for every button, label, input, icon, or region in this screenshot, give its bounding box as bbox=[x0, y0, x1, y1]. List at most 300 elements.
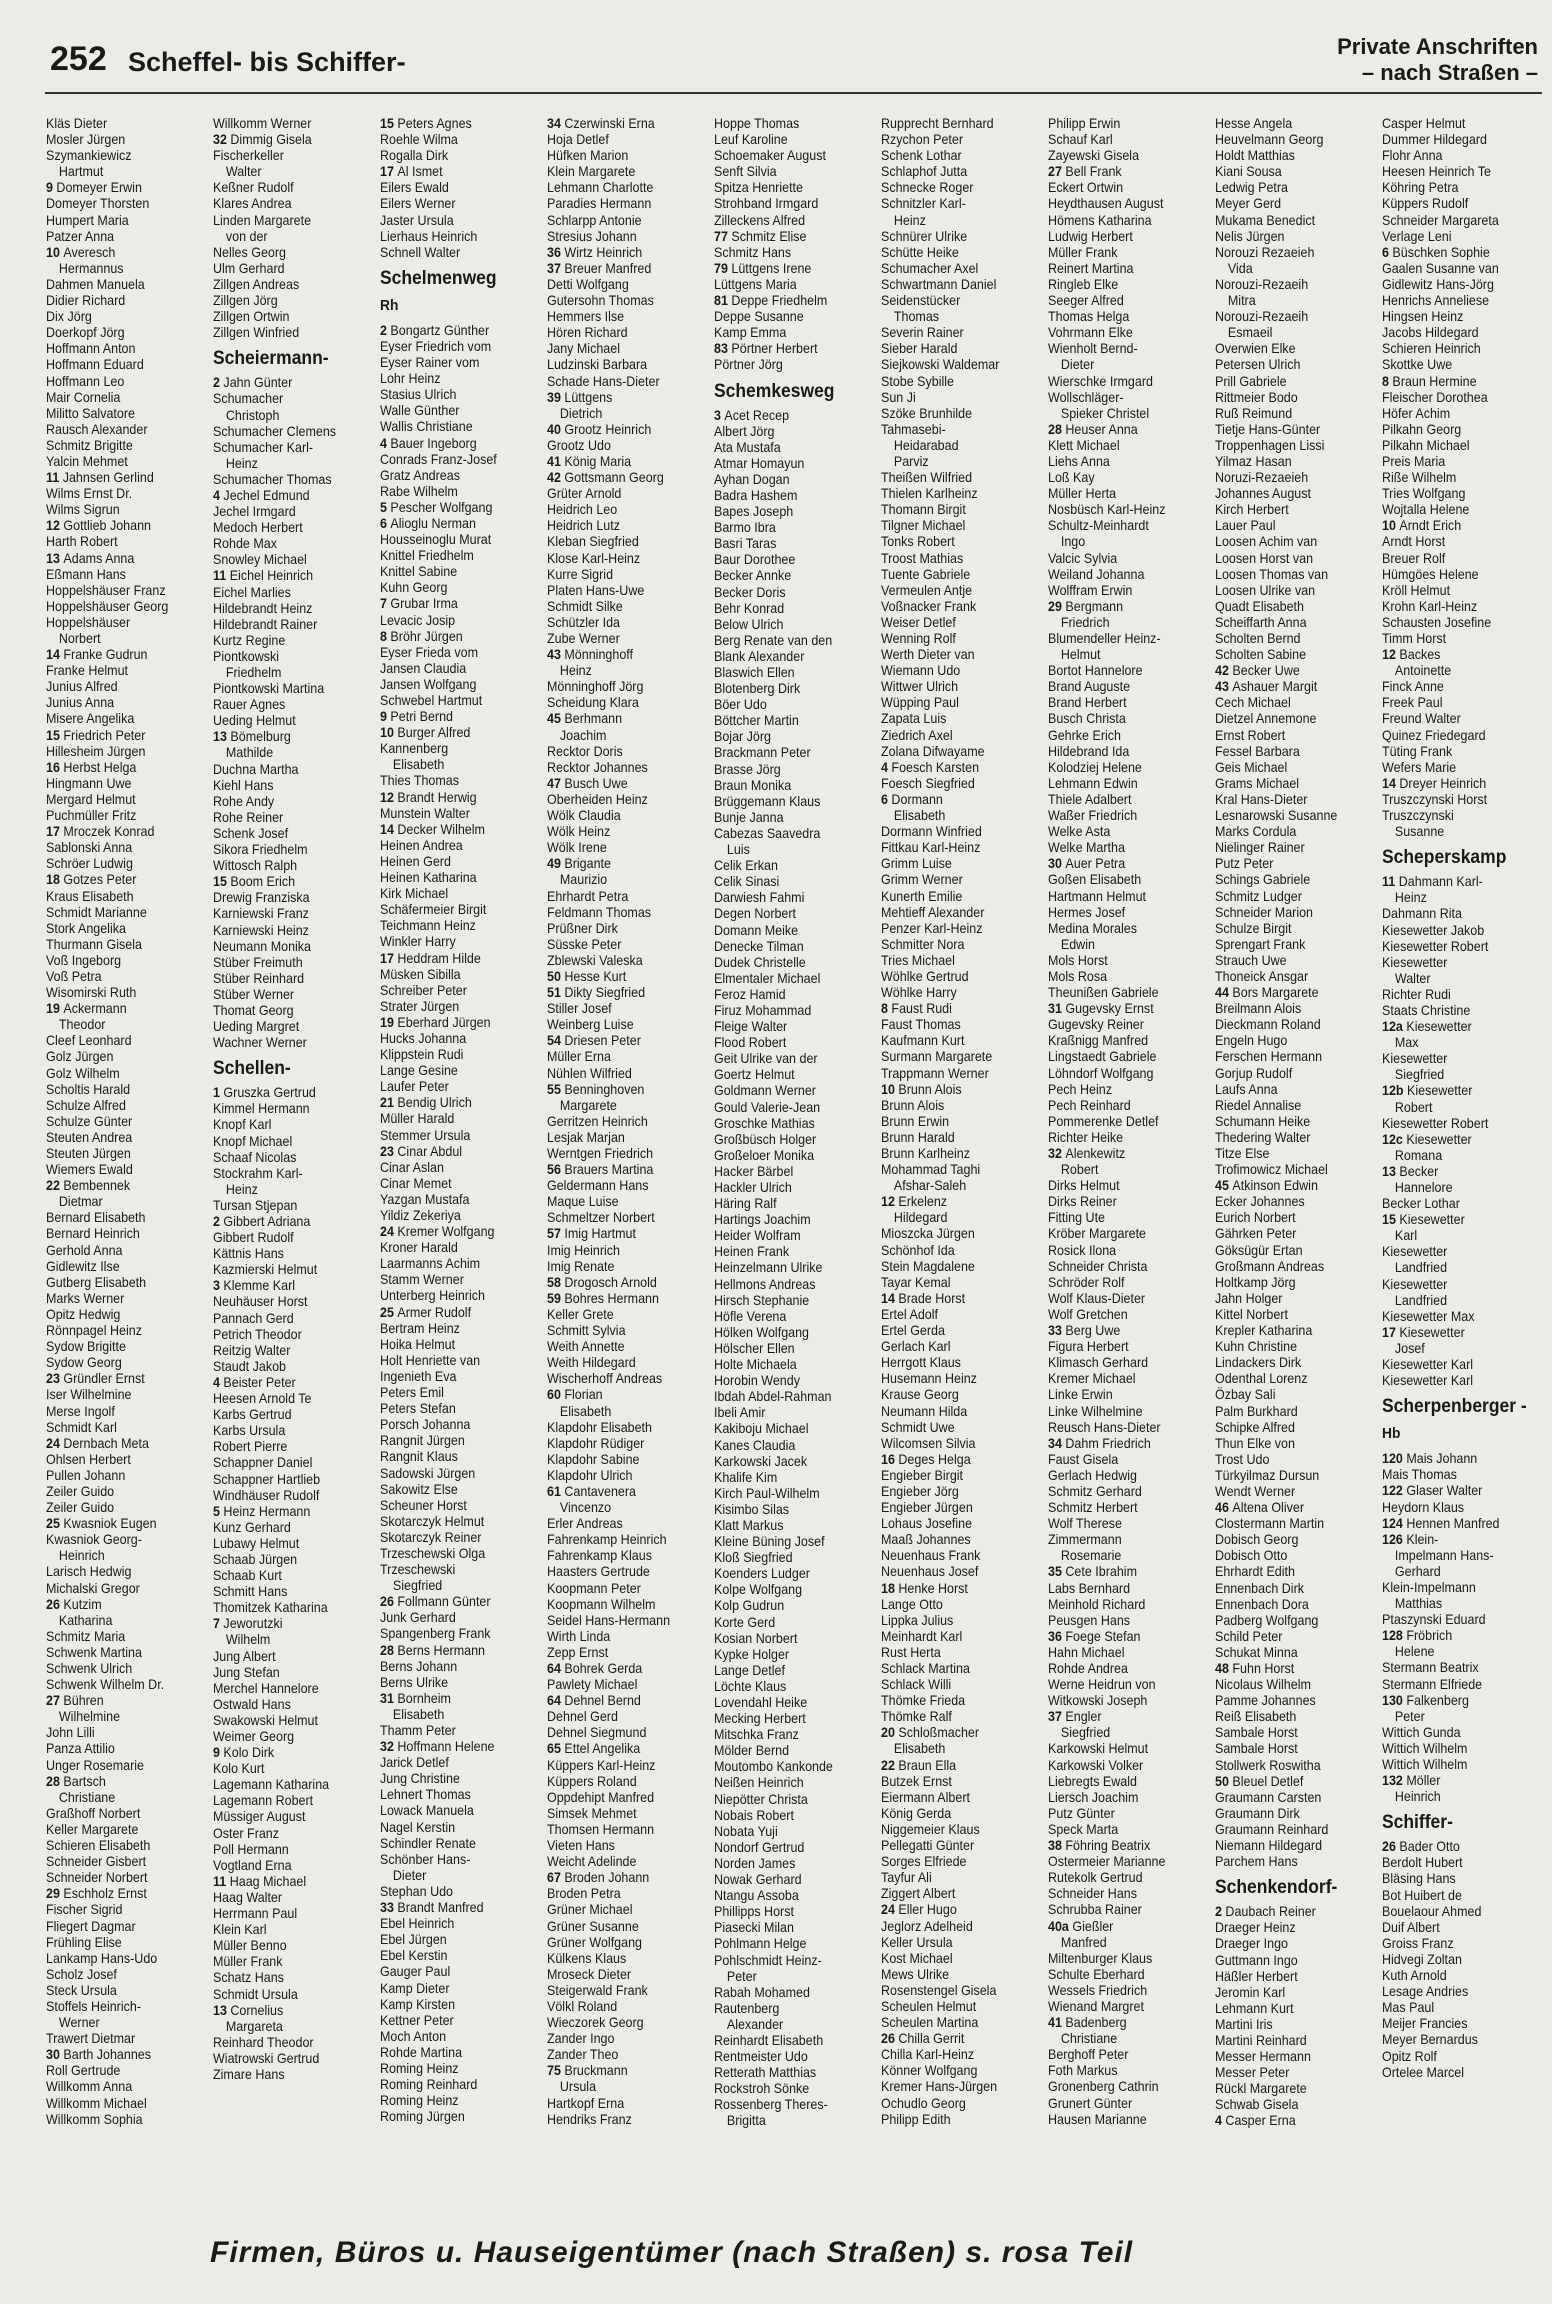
house-number: 17 bbox=[380, 950, 398, 966]
directory-entry: Thun Elke von bbox=[1215, 1435, 1295, 1451]
directory-entry: Zillgen Andreas bbox=[213, 276, 300, 292]
directory-entry: Riße Wilhelm bbox=[1382, 470, 1457, 486]
directory-entry: Cinar Aslan bbox=[380, 1159, 444, 1175]
directory-entry: Hören Richard bbox=[547, 325, 628, 341]
directory-entry: Scheulen Helmut bbox=[881, 1998, 977, 2014]
directory-entry: Gutersohn Thomas bbox=[547, 293, 654, 309]
directory-entry: Heydorn Klaus bbox=[1382, 1499, 1465, 1515]
directory-entry: Nondorf Gertrud bbox=[714, 1839, 805, 1855]
entry-continuation: Luis bbox=[726, 842, 750, 858]
directory-entry: Jahn Holger bbox=[1215, 1290, 1283, 1306]
directory-entry: Stermann Elfriede bbox=[1382, 1676, 1483, 1692]
directory-entry: 19 Eberhard Jürgen bbox=[380, 1014, 491, 1030]
directory-entry: Linden Margarete bbox=[213, 212, 312, 228]
directory-entry: Eyser Rainer vom bbox=[380, 355, 480, 371]
house-number: 15 bbox=[46, 727, 64, 743]
directory-entry: Mas Paul bbox=[1382, 2000, 1435, 2016]
directory-entry: Zeiler Guido bbox=[46, 1500, 115, 1516]
directory-entry: Freek Paul bbox=[1382, 695, 1443, 711]
directory-entry: Koopmann Peter bbox=[547, 1580, 641, 1596]
directory-entry: Kuth Arnold bbox=[1382, 1968, 1447, 1984]
directory-entry: 37 Breuer Manfred bbox=[547, 260, 652, 276]
directory-entry: Haasters Gertrude bbox=[547, 1564, 650, 1580]
directory-entry: Rautenberg bbox=[714, 2000, 780, 2016]
directory-entry: Munstein Walter bbox=[380, 805, 470, 821]
directory-entry: 13 Bömelburg bbox=[213, 729, 291, 745]
directory-entry: Strohband Irmgard bbox=[714, 196, 819, 212]
directory-entry: Spangenberg Frank bbox=[380, 1626, 491, 1642]
entry-continuation: Siegfried bbox=[1060, 1725, 1111, 1741]
house-number: 12 bbox=[1382, 647, 1400, 663]
directory-entry: Pellegatti Günter bbox=[881, 1838, 975, 1854]
directory-entry: 132 Möller bbox=[1382, 1773, 1441, 1789]
directory-entry: Atmar Homayun bbox=[714, 455, 805, 471]
house-number: 10 bbox=[881, 1081, 899, 1097]
directory-entry: Mönninghoff Jörg bbox=[547, 679, 644, 695]
directory-entry: Overwien Elke bbox=[1215, 341, 1296, 357]
directory-entry: Willkomm Anna bbox=[46, 2079, 133, 2095]
house-number: 25 bbox=[380, 1304, 398, 1320]
directory-entry: Becker Lothar bbox=[1382, 1196, 1460, 1212]
house-number: 30 bbox=[1048, 856, 1066, 872]
directory-entry: Fischerkeller bbox=[213, 148, 284, 164]
street-heading: Schellen- bbox=[213, 1058, 291, 1080]
directory-entry: Philipp Erwin bbox=[1048, 116, 1121, 131]
directory-entry: Maaß Johannes bbox=[881, 1532, 971, 1548]
directory-entry: 81 Deppe Friedhelm bbox=[714, 293, 828, 309]
directory-entry: Miltenburger Klaus bbox=[1048, 1950, 1153, 1966]
directory-entry: Brasse Jörg bbox=[714, 761, 781, 777]
directory-entry: Surmann Margarete bbox=[881, 1049, 993, 1065]
directory-entry: Wiemann Udo bbox=[881, 663, 961, 679]
house-number: 31 bbox=[380, 1690, 398, 1706]
directory-column bbox=[1382, 116, 1527, 2081]
directory-entry: Schulze Birgit bbox=[1215, 920, 1292, 936]
directory-entry: Rauer Agnes bbox=[213, 697, 286, 713]
house-number: 26 bbox=[881, 2031, 899, 2047]
directory-entry: Schlack Willi bbox=[881, 1677, 952, 1693]
directory-entry: Berghoff Peter bbox=[1048, 2047, 1129, 2063]
directory-entry: Feldmann Thomas bbox=[547, 904, 652, 920]
directory-entry: Sablonski Anna bbox=[46, 840, 133, 856]
house-number: 1 bbox=[213, 1085, 224, 1101]
directory-entry: König Gerda bbox=[881, 1805, 952, 1821]
directory-entry: 4 Beister Peter bbox=[213, 1374, 296, 1390]
directory-entry: Hoppelshäuser Georg bbox=[46, 598, 169, 614]
directory-entry: Misere Angelika bbox=[46, 711, 135, 727]
directory-entry: Wisomirski Ruth bbox=[46, 985, 137, 1001]
directory-entry: 3 Klemme Karl bbox=[213, 1278, 296, 1294]
directory-entry: Tahmasebi- bbox=[881, 421, 946, 437]
directory-entry: Cleef Leonhard bbox=[46, 1033, 132, 1049]
directory-entry: Pawlety Michael bbox=[547, 1677, 638, 1693]
house-number: 25 bbox=[46, 1516, 64, 1532]
directory-entry: 12 Gottlieb Johann bbox=[46, 518, 152, 534]
directory-entry: Schappner Hartlieb bbox=[213, 1471, 321, 1487]
house-number: 2 bbox=[213, 375, 224, 391]
directory-entry: Trzeschewski bbox=[380, 1562, 456, 1578]
directory-entry: Schneider Marion bbox=[1215, 904, 1314, 920]
directory-entry: Lierhaus Heinrich bbox=[380, 228, 478, 244]
entry-continuation: Dieter bbox=[392, 1867, 427, 1883]
directory-entry: Rutekolk Gertrud bbox=[1048, 1870, 1143, 1886]
house-number: 5 bbox=[380, 499, 391, 515]
directory-entry: Ata Mustafa bbox=[714, 439, 781, 455]
directory-entry: Schützler Ida bbox=[547, 614, 620, 630]
directory-entry: Kunerth Emilie bbox=[881, 888, 963, 904]
house-number: 4 bbox=[380, 435, 391, 451]
directory-entry: Stollwerk Roswitha bbox=[1215, 1757, 1321, 1773]
directory-entry: Groschke Mathias bbox=[714, 1115, 815, 1131]
directory-entry: Bojar Jörg bbox=[714, 729, 772, 745]
directory-entry: Schneider Christa bbox=[1048, 1258, 1148, 1274]
directory-entry: Geis Michael bbox=[1215, 759, 1288, 775]
directory-entry: Loosen Thomas van bbox=[1215, 566, 1329, 582]
directory-entry: Wolf Gretchen bbox=[1048, 1306, 1128, 1322]
directory-entry: Kanes Claudia bbox=[714, 1437, 796, 1453]
directory-entry: Ennenbach Dora bbox=[1215, 1596, 1309, 1612]
directory-entry: Schwenk Ulrich bbox=[46, 1661, 133, 1676]
directory-entry: Johannes August bbox=[1215, 486, 1311, 502]
directory-entry: Reusch Hans-Dieter bbox=[1048, 1419, 1161, 1435]
directory-column bbox=[714, 116, 859, 2130]
directory-entry: Oberheiden Heinz bbox=[547, 791, 648, 807]
directory-entry: Koopmann Wilhelm bbox=[547, 1596, 656, 1612]
directory-entry: Stein Magdalene bbox=[881, 1258, 975, 1274]
directory-entry: Dehnel Siegmund bbox=[547, 1725, 647, 1741]
directory-entry: Stiller Josef bbox=[547, 1001, 612, 1017]
directory-entry: Thomas Helga bbox=[1048, 309, 1130, 325]
directory-entry: Schatz Hans bbox=[213, 1970, 284, 1986]
directory-entry: Thiele Adalbert bbox=[1048, 791, 1132, 807]
directory-entry: Truszczynski Horst bbox=[1382, 791, 1488, 807]
directory-entry: Rohe Andy bbox=[213, 793, 275, 809]
directory-entry: Göksügür Ertan bbox=[1215, 1242, 1303, 1258]
directory-entry: Weiland Johanna bbox=[1048, 566, 1145, 582]
directory-entry: Neumann Hilda bbox=[881, 1403, 968, 1419]
directory-entry: 15 Boom Erich bbox=[213, 874, 296, 890]
directory-entry: 41 Badenberg bbox=[1048, 2015, 1127, 2031]
directory-entry: 2 Bongartz Günther bbox=[380, 322, 490, 338]
directory-entry: Wierschke Irmgard bbox=[1048, 373, 1153, 389]
house-number: 29 bbox=[46, 1886, 64, 1902]
directory-entry: Hüfken Marion bbox=[547, 148, 629, 164]
directory-entry: Schmitz Herbert bbox=[1048, 1500, 1138, 1516]
directory-entry: Odenthal Lorenz bbox=[1215, 1371, 1308, 1387]
directory-entry: Kraus Elisabeth bbox=[46, 888, 134, 904]
directory-entry: Heinen Gerd bbox=[380, 853, 451, 869]
directory-entry: Wallis Christiane bbox=[380, 419, 473, 435]
directory-entry: Stermann Beatrix bbox=[1382, 1660, 1479, 1676]
directory-entry: Schulze Günter bbox=[46, 1113, 133, 1129]
directory-entry: Rupprecht Bernhard bbox=[881, 116, 994, 131]
directory-entry: Nosbüsch Karl-Heinz bbox=[1048, 502, 1166, 518]
directory-entry: Thömke Ralf bbox=[881, 1709, 952, 1725]
directory-entry: 43 Ashauer Margit bbox=[1215, 679, 1318, 695]
directory-entry: Ludwig Herbert bbox=[1048, 228, 1133, 244]
directory-entry: Schausten Josefine bbox=[1382, 614, 1492, 630]
directory-entry: 31 Bornheim bbox=[380, 1690, 451, 1706]
directory-entry: Darwiesh Fahmi bbox=[714, 890, 805, 906]
directory-entry: Wölk Heinz bbox=[547, 824, 611, 840]
directory-entry: Stoffels Heinrich- bbox=[46, 1998, 142, 2014]
directory-entry: Wolf Klaus-Dieter bbox=[1048, 1290, 1146, 1306]
directory-entry: Gaalen Susanne van bbox=[1382, 260, 1499, 276]
directory-entry: 64 Bohrek Gerda bbox=[547, 1661, 643, 1676]
directory-entry: 4 Foesch Karsten bbox=[881, 759, 980, 775]
directory-entry: Rittmeier Bodo bbox=[1215, 389, 1298, 405]
directory-entry: Yazgan Mustafa bbox=[380, 1191, 470, 1207]
directory-entry: Dirks Reiner bbox=[1048, 1194, 1117, 1210]
directory-entry: Lehnert Thomas bbox=[380, 1787, 471, 1803]
house-number: 23 bbox=[380, 1143, 398, 1159]
directory-entry: Graßhoff Norbert bbox=[46, 1805, 141, 1821]
directory-entry: Kremer Hans-Jürgen bbox=[881, 2079, 998, 2095]
directory-entry: 24 Dernbach Meta bbox=[46, 1435, 149, 1451]
directory-entry: Liersch Joachim bbox=[1048, 1789, 1139, 1805]
directory-entry: Herrmann Paul bbox=[213, 1906, 298, 1922]
directory-entry: Kosian Norbert bbox=[714, 1630, 798, 1646]
house-number: 11 bbox=[213, 1873, 230, 1889]
directory-entry: Piasecki Milan bbox=[714, 1920, 794, 1936]
entry-continuation: Christiane bbox=[1060, 2031, 1118, 2047]
directory-entry: 58 Drogosch Arnold bbox=[547, 1274, 657, 1290]
directory-entry: Schmitt Hans bbox=[213, 1584, 288, 1600]
directory-entry: 9 Kolo Dirk bbox=[213, 1745, 275, 1761]
directory-entry: Ebel Heinrich bbox=[380, 1916, 455, 1932]
directory-entry: Badra Hashem bbox=[714, 487, 798, 503]
directory-entry: 12 Backes bbox=[1382, 647, 1441, 663]
house-number: 9 bbox=[380, 709, 391, 725]
directory-entry: Ecker Johannes bbox=[1215, 1194, 1305, 1210]
directory-entry: Jacobs Hildegard bbox=[1382, 325, 1479, 341]
directory-entry: Mais Thomas bbox=[1382, 1467, 1457, 1483]
house-number: 30 bbox=[46, 2047, 64, 2063]
directory-entry: Ohlsen Herbert bbox=[46, 1451, 131, 1467]
directory-entry: Strater Jürgen bbox=[380, 998, 460, 1014]
directory-entry: Becker Annke bbox=[714, 568, 792, 584]
directory-entry: 5 Pescher Wolfgang bbox=[380, 499, 493, 515]
directory-entry: Braun Monika bbox=[714, 777, 792, 793]
directory-entry: Zolana Difwayame bbox=[881, 743, 985, 759]
house-number: 12 bbox=[46, 518, 64, 534]
directory-entry: Firuz Mohammad bbox=[714, 1002, 812, 1018]
house-number: 46 bbox=[1215, 1500, 1233, 1516]
directory-entry: 41 König Maria bbox=[547, 453, 632, 469]
entry-continuation: Impelmann Hans- bbox=[1394, 1547, 1494, 1563]
directory-entry: Groiss Franz bbox=[1382, 1935, 1454, 1951]
directory-entry: Kaufmann Kurt bbox=[881, 1033, 965, 1049]
directory-entry: Zimmermann bbox=[1048, 1532, 1122, 1548]
directory-entry: Grimm Luise bbox=[881, 856, 952, 872]
directory-entry: Chilla Karl-Heinz bbox=[881, 2047, 975, 2063]
directory-column bbox=[547, 116, 692, 2128]
house-number: 43 bbox=[1215, 679, 1233, 695]
directory-entry: 30 Auer Petra bbox=[1048, 856, 1126, 872]
directory-entry: Kurre Sigrid bbox=[547, 566, 614, 582]
directory-entry: Seidel Hans-Hermann bbox=[547, 1612, 671, 1628]
directory-entry: Truszczynski bbox=[1382, 808, 1454, 824]
directory-entry: Casper Helmut bbox=[1382, 116, 1466, 131]
directory-entry: Grüner Michael bbox=[547, 1902, 633, 1918]
directory-entry: Tries Wolfgang bbox=[1382, 486, 1466, 502]
directory-entry: Opitz Rolf bbox=[1382, 2048, 1437, 2064]
directory-entry: Schultz-Meinhardt bbox=[1048, 518, 1149, 534]
directory-entry: Müsken Sibilla bbox=[380, 966, 461, 982]
directory-entry: 77 Schmitz Elise bbox=[714, 228, 807, 244]
footer-note: Firmen, Büros u. Hauseigentümer (nach Straßen) s. rosa Teil bbox=[210, 2236, 1134, 2269]
directory-entry: Schmitz Hans bbox=[714, 244, 792, 260]
directory-entry: Dobisch Georg bbox=[1215, 1532, 1299, 1548]
directory-entry: Lehmann Kurt bbox=[1215, 2000, 1294, 2016]
house-number: 15 bbox=[380, 116, 398, 131]
directory-entry: 43 Mönninghoff bbox=[547, 647, 634, 663]
directory-entry: Schmidt Marianne bbox=[46, 904, 147, 920]
directory-entry: Süsske Peter bbox=[547, 936, 622, 952]
directory-entry: Engeln Hugo bbox=[1215, 1033, 1288, 1049]
directory-entry: Geit Ulrike van der bbox=[714, 1051, 818, 1067]
directory-entry: Klares Andrea bbox=[213, 196, 292, 212]
directory-entry: Gorjup Rudolf bbox=[1215, 1065, 1293, 1081]
entry-continuation: Spieker Christel bbox=[1060, 405, 1150, 421]
directory-entry: Schindler Renate bbox=[380, 1835, 476, 1851]
house-number: 126 bbox=[1382, 1531, 1407, 1547]
directory-entry: Willkomm Werner bbox=[213, 116, 312, 131]
directory-entry: Holte Michaela bbox=[714, 1357, 797, 1373]
street-heading: Schelmenweg bbox=[380, 267, 497, 289]
directory-entry: Schneider Gisbert bbox=[46, 1854, 147, 1870]
directory-entry: Grimm Werner bbox=[881, 872, 963, 888]
directory-entry: Pörtner Jörg bbox=[714, 357, 783, 373]
page-number: 252 bbox=[50, 40, 107, 78]
directory-entry: Könner Wolfgang bbox=[881, 2063, 978, 2079]
directory-entry: Schmitt Sylvia bbox=[547, 1323, 626, 1339]
directory-entry: Schipke Alfred bbox=[1215, 1419, 1295, 1435]
directory-entry: Stüber Freimuth bbox=[213, 954, 303, 970]
directory-entry: Moutombo Kankonde bbox=[714, 1759, 833, 1775]
entry-continuation: Maurizio bbox=[559, 872, 608, 888]
entry-continuation: Christoph bbox=[225, 407, 280, 423]
directory-entry: Heydthausen August bbox=[1048, 196, 1164, 212]
directory-entry: Weith Annette bbox=[547, 1339, 625, 1355]
directory-entry: Rohde Martina bbox=[380, 2044, 463, 2060]
directory-entry: Neuenhaus Frank bbox=[881, 1548, 981, 1564]
directory-entry: Großeloer Monika bbox=[714, 1147, 815, 1163]
directory-entry: Walle Günther bbox=[380, 403, 460, 419]
directory-entry: Scheulen Martina bbox=[881, 2015, 979, 2031]
directory-entry: 15 Peters Agnes bbox=[380, 116, 472, 131]
directory-entry: 6 Dormann bbox=[881, 791, 943, 807]
directory-entry: 15 Kiesewetter bbox=[1382, 1212, 1465, 1228]
directory-entry: Wienand Margret bbox=[1048, 1998, 1144, 2014]
directory-entry: Schneider Norbert bbox=[46, 1870, 148, 1886]
directory-entry: Rohe Reiner bbox=[213, 809, 284, 825]
directory-entry: Prüßner Dirk bbox=[547, 920, 618, 936]
directory-entry: 61 Cantavenera bbox=[547, 1483, 637, 1499]
directory-entry: Ibeli Amir bbox=[714, 1405, 766, 1421]
directory-entry: 11 Eichel Heinrich bbox=[213, 568, 314, 584]
house-number: 12 bbox=[881, 1194, 899, 1210]
directory-entry: Riedel Annalise bbox=[1215, 1097, 1302, 1113]
directory-entry: Bouelaour Ahmed bbox=[1382, 1903, 1482, 1919]
directory-entry: 27 Bühren bbox=[46, 1693, 104, 1709]
directory-entry: Kost Michael bbox=[881, 1950, 953, 1966]
entry-continuation: Hildegard bbox=[893, 1210, 948, 1226]
house-number: 29 bbox=[1048, 598, 1066, 614]
directory-entry: Heesen Arnold Te bbox=[213, 1391, 312, 1407]
directory-entry: Scholtis Harald bbox=[46, 1081, 131, 1097]
directory-entry: Zimare Hans bbox=[213, 2066, 285, 2082]
directory-entry: 54 Driesen Peter bbox=[547, 1033, 641, 1049]
directory-entry: Hausen Marianne bbox=[1048, 2111, 1147, 2127]
directory-entry: Kiesewetter bbox=[1382, 1051, 1448, 1067]
house-number: 2 bbox=[1215, 1904, 1226, 1920]
directory-entry: 56 Brauers Martina bbox=[547, 1162, 654, 1178]
directory-entry: Kroner Harald bbox=[380, 1240, 458, 1256]
directory-entry: Kamp Kirsten bbox=[380, 1996, 456, 2012]
directory-entry: Schmitz Brigitte bbox=[46, 437, 133, 453]
directory-entry: Seidenstücker bbox=[881, 293, 961, 309]
directory-entry: Lindackers Dirk bbox=[1215, 1355, 1302, 1371]
directory-entry: Nielinger Rainer bbox=[1215, 840, 1305, 856]
directory-entry: Bapes Joseph bbox=[714, 504, 794, 520]
directory-entry: Ostermeier Marianne bbox=[1048, 1854, 1166, 1870]
directory-entry: Vohrmann Elke bbox=[1048, 325, 1133, 341]
directory-entry: Deppe Susanne bbox=[714, 309, 804, 325]
directory-entry: Kittel Norbert bbox=[1215, 1306, 1288, 1322]
directory-entry: Norouzi Rezaeieh bbox=[1215, 244, 1315, 260]
directory-entry: Foth Markus bbox=[1048, 2063, 1118, 2079]
directory-entry: Roming Heinz bbox=[380, 2060, 459, 2076]
directory-entry: Löchte Klaus bbox=[714, 1678, 787, 1694]
directory-entry: Schumacher Clemens bbox=[213, 423, 337, 439]
directory-entry: Schröer Ludwig bbox=[46, 856, 133, 872]
entry-continuation: Theodor bbox=[58, 1017, 106, 1033]
house-number: 34 bbox=[1048, 1435, 1066, 1451]
directory-entry: Eckert Ortwin bbox=[1048, 180, 1124, 196]
directory-entry: Lagemann Katharina bbox=[213, 1777, 330, 1793]
directory-entry: Drewig Franziska bbox=[213, 890, 310, 906]
entry-continuation: Dietmar bbox=[58, 1194, 103, 1210]
directory-entry: Franke Helmut bbox=[46, 663, 129, 679]
directory-column bbox=[46, 116, 191, 2128]
directory-entry: 26 Chilla Gerrit bbox=[881, 2031, 965, 2047]
house-number: 18 bbox=[46, 872, 64, 888]
directory-entry: Laarmanns Achim bbox=[380, 1256, 481, 1272]
directory-entry: Unger Rosemarie bbox=[46, 1757, 145, 1773]
directory-entry: Junius Anna bbox=[46, 695, 115, 711]
directory-entry: Skotarczyk Reiner bbox=[380, 1529, 482, 1545]
directory-entry: 16 Deges Helga bbox=[881, 1451, 971, 1467]
house-number: 34 bbox=[547, 116, 565, 131]
directory-entry: Neuhäuser Horst bbox=[213, 1294, 308, 1310]
directory-entry: 14 Brade Horst bbox=[881, 1290, 966, 1306]
directory-entry: Müller Harald bbox=[380, 1111, 455, 1127]
directory-entry: Heinen Frank bbox=[714, 1244, 790, 1260]
directory-entry: Kolpe Wolfgang bbox=[714, 1582, 803, 1598]
directory-entry: Heinen Andrea bbox=[380, 837, 463, 853]
directory-entry: Fleige Walter bbox=[714, 1019, 788, 1035]
directory-entry: Pilkahn Michael bbox=[1382, 437, 1470, 453]
directory-entry: Kläs Dieter bbox=[46, 116, 108, 131]
house-number: 45 bbox=[547, 711, 565, 727]
directory-entry: Lowack Manuela bbox=[380, 1803, 474, 1819]
entry-continuation: Elisabeth bbox=[559, 1403, 612, 1419]
directory-entry: Broden Petra bbox=[547, 1886, 621, 1902]
directory-entry: Köhring Petra bbox=[1382, 180, 1459, 196]
house-number: 124 bbox=[1382, 1515, 1407, 1531]
directory-entry: Eßmann Hans bbox=[46, 566, 126, 582]
